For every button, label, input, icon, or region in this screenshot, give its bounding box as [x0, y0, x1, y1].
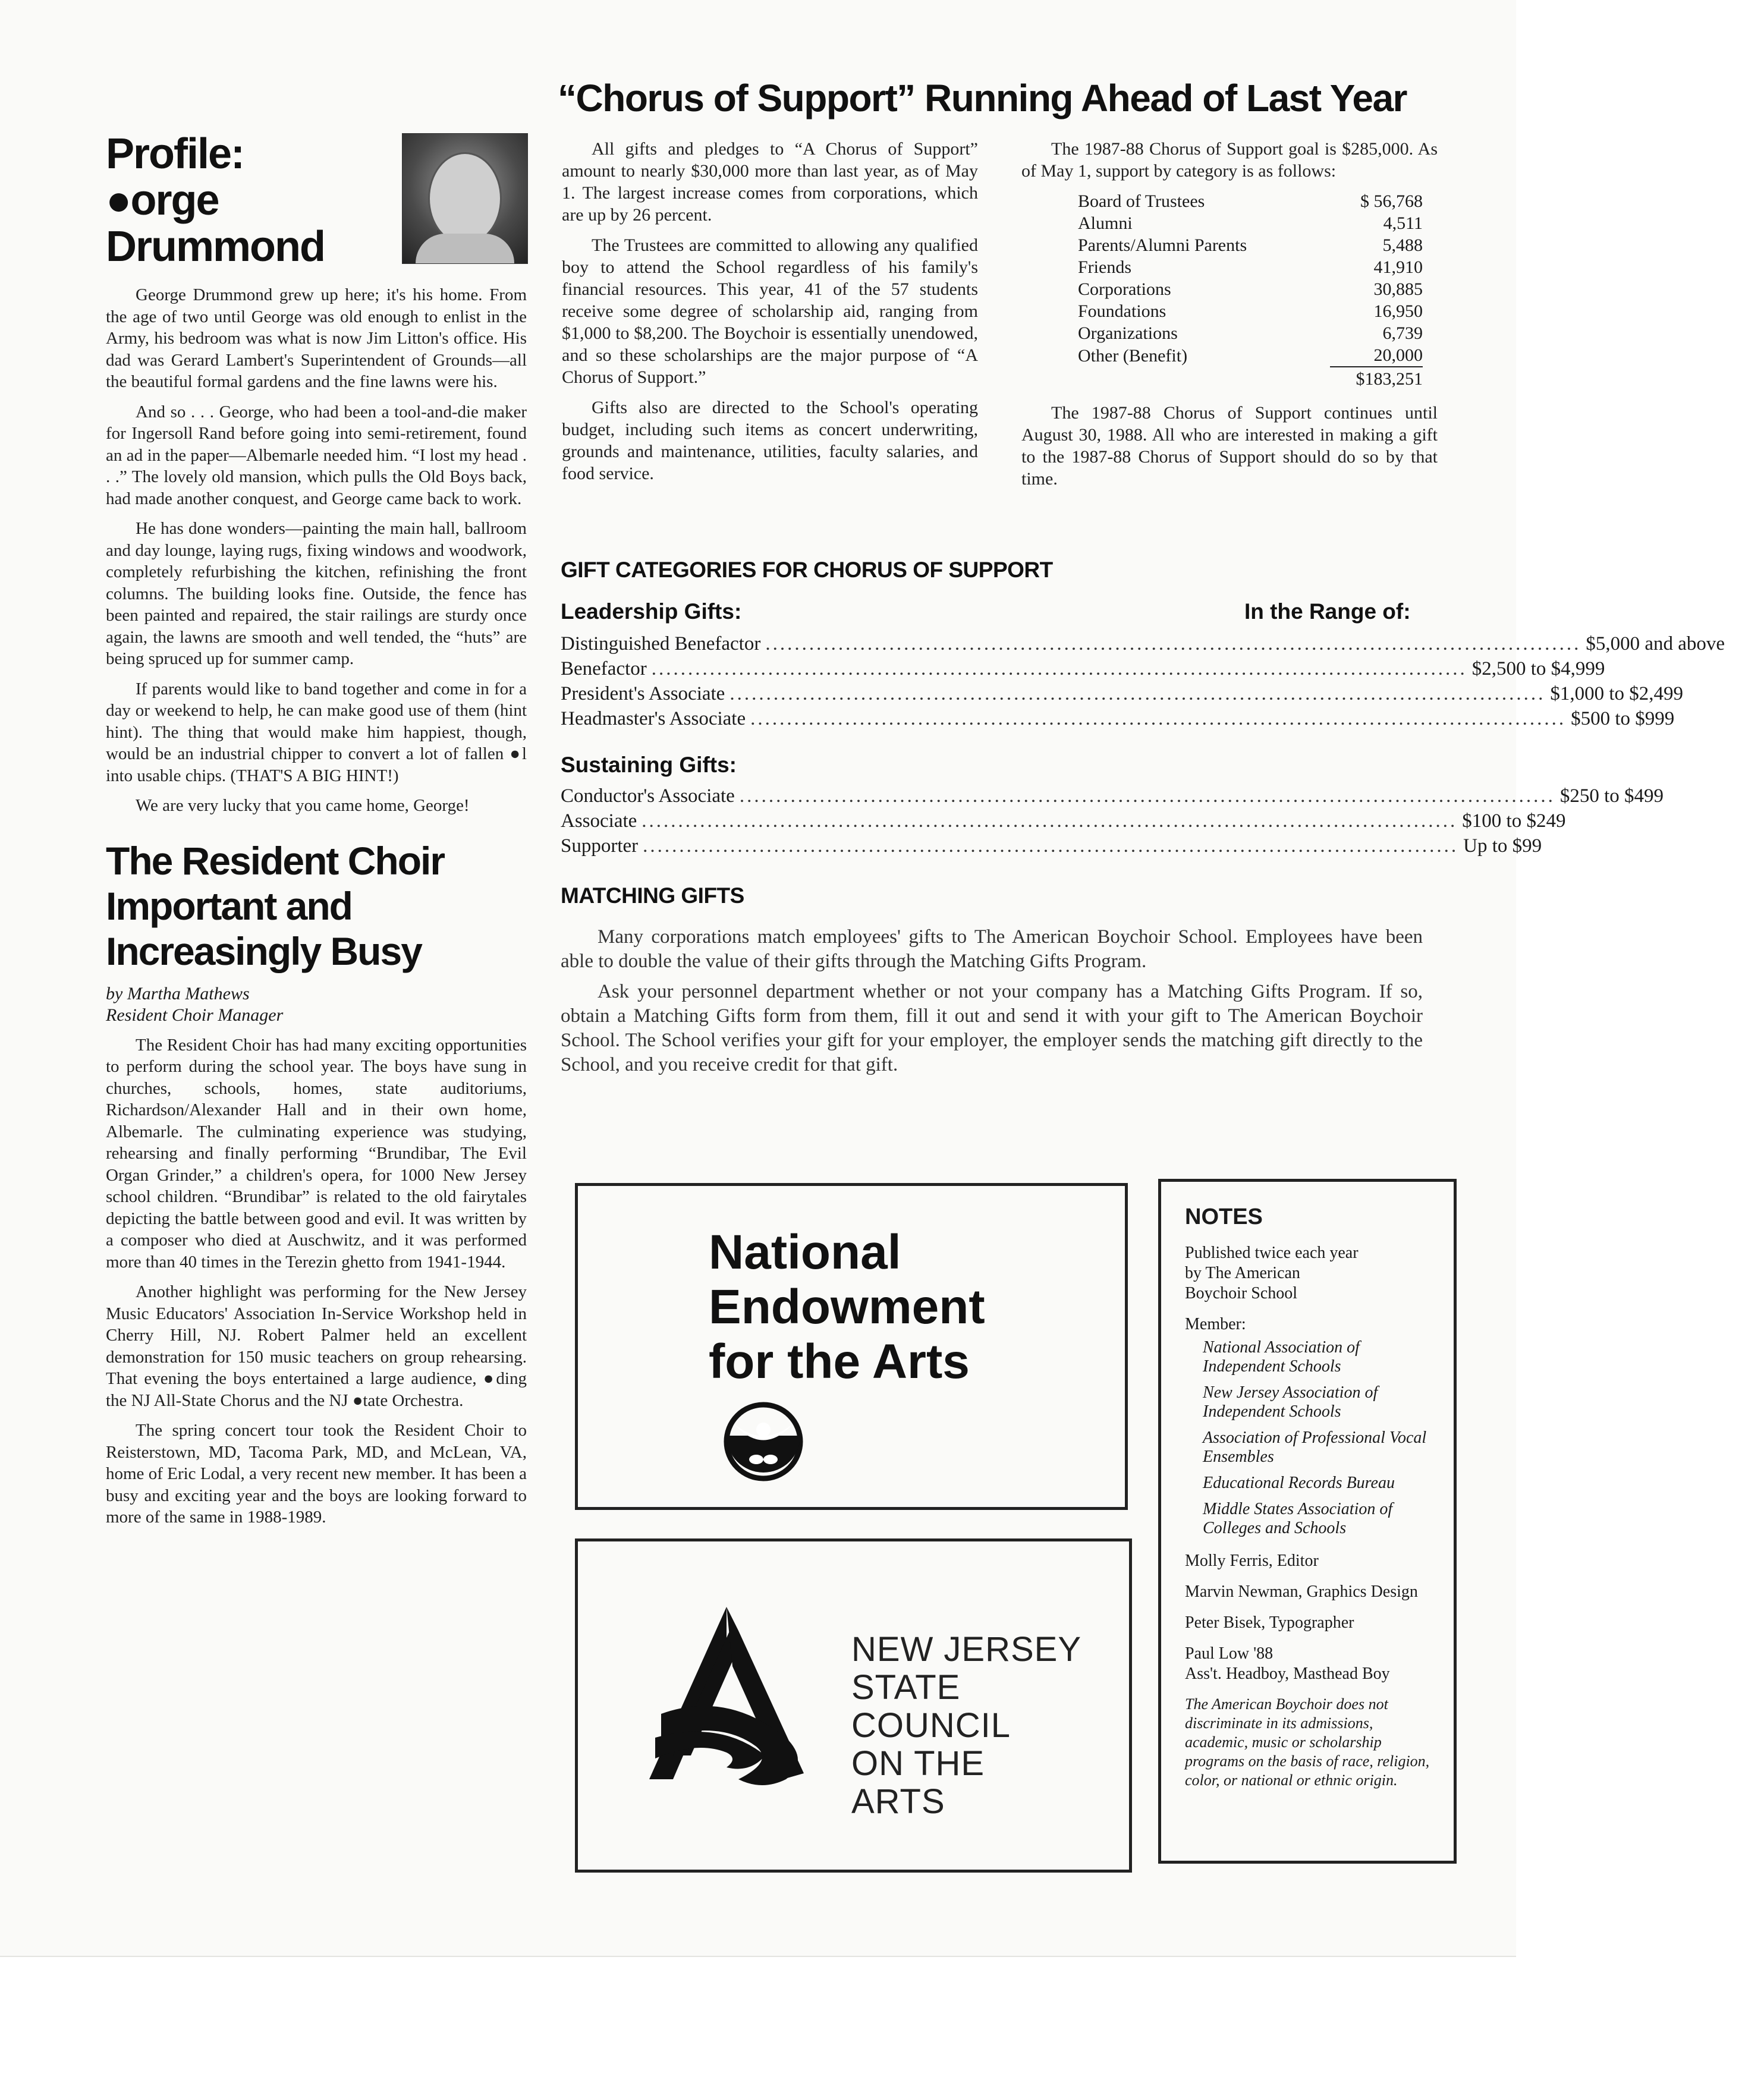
- resident-paragraph: The Resident Choir has had many exciting opportunities to perform during the school year. The boys have sung in churches, schools, homes, state auditoriums, Richardson/Alexander Hall and in their own home, Albemarle. The culminating experience was studying, rehearsing and finally performing “Brundibar, The Evil Organ Grinder,” a children's opera, for 1000 New Jersey school children. “Brundibar” is related to the old fairytales depicting the battle between good and evil. It was written by a composer who died at Auschwitz, and it was performed more than 40 times in the Terezin ghetto from 1941-1944.: [106, 1035, 527, 1272]
- gift-level-name: Headmaster's Associate: [561, 708, 746, 729]
- gift-row: [561, 631, 1725, 656]
- chorus-paragraph: Gifts also are directed to the School's operating budget, including such items as concert underwriting, grounds and maintenance, utilities, faculty salaries, and food service.: [562, 398, 978, 483]
- support-row: [1078, 190, 1423, 212]
- byline-author: by Martha Mathews: [106, 983, 250, 1003]
- matching-paragraph: Many corporations match employees' gifts to The American Boychoir School. Employees have been able to double the value of their gifts through the Matching Gifts Program.: [561, 926, 1423, 972]
- support-row: [1078, 234, 1423, 256]
- support-row: [1078, 300, 1423, 322]
- leadership-list: [561, 631, 1725, 731]
- support-row: [1078, 344, 1423, 367]
- left-column: [106, 119, 527, 1537]
- nea-wordmark: National Endowment for the Arts: [709, 1225, 985, 1389]
- gift-level-range: $100 to $249: [1462, 810, 1566, 832]
- dot-leader: ................................................................................................................: [730, 683, 1546, 704]
- support-category: Friends: [1078, 257, 1131, 277]
- dot-leader: ................................................................................................................: [739, 785, 1555, 807]
- support-amount: 16,950: [1373, 301, 1423, 321]
- dot-leader: ................................................................................................................: [765, 633, 1581, 655]
- nj-council-logo: [637, 1601, 816, 1803]
- gift-row: [561, 656, 1605, 681]
- support-category: Foundations: [1078, 301, 1166, 321]
- gift-row: [561, 706, 1675, 731]
- dot-leader: ................................................................................................................: [750, 708, 1567, 729]
- support-amount: 30,885: [1373, 279, 1423, 299]
- profile-paragraph: If parents would like to band together and come in for a day or weekend to help, he can make good use of them (hint hint). The thing that would make him happiest, though, would be an industrial chipper to convert a lot of fallen ●l into usable chips. (THAT'S A BIG HINT!): [106, 679, 527, 785]
- matching-gifts-heading: MATCHING GIFTS: [561, 883, 744, 908]
- support-row: [1078, 278, 1423, 300]
- chorus-paragraph: All gifts and pledges to “A Chorus of Support” amount to nearly $30,000 more than last year, as of May 1. The largest increase comes from corporations, which are up by 26 percent.: [562, 139, 978, 225]
- dot-leader: ................................................................................................................: [643, 835, 1459, 857]
- gift-level-name: Benefactor: [561, 658, 647, 679]
- credit-line: Marvin Newman, Graphics Design: [1185, 1582, 1418, 1601]
- published-text: Published twice each year by The American Boychoir School: [1185, 1244, 1359, 1302]
- member-org: New Jersey Association of Independent Schools: [1203, 1383, 1378, 1421]
- support-category: Board of Trustees: [1078, 191, 1205, 211]
- gift-level-name: Distinguished Benefactor: [561, 633, 761, 655]
- gift-row: [561, 833, 1542, 858]
- gift-level-range: Up to $99: [1463, 835, 1542, 857]
- member-org: Middle States Association of Colleges and Schools: [1203, 1500, 1393, 1537]
- nea-box: [575, 1183, 1128, 1510]
- gift-row: [561, 784, 1664, 808]
- support-amount: 41,910: [1373, 257, 1423, 277]
- gift-level-name: Conductor's Associate: [561, 785, 735, 807]
- nondiscrimination-policy: The American Boychoir does not discriminate in its admissions, academic, music or scholarship programs on the basis of race, religion, color, or national or ethnic origin.: [1185, 1695, 1430, 1789]
- support-amount: 20,000: [1330, 344, 1423, 367]
- member-org: Association of Professional Vocal Ensembles: [1203, 1429, 1427, 1466]
- support-amount: $ 56,768: [1360, 191, 1423, 211]
- dot-leader: ................................................................................................................: [642, 810, 1458, 832]
- support-category: Other (Benefit): [1078, 345, 1188, 366]
- support-total: $183,251: [1356, 369, 1423, 389]
- credit-line: Paul Low '88 Ass't. Headboy, Masthead Boy: [1185, 1644, 1390, 1683]
- support-row: [1078, 212, 1423, 234]
- resident-paragraph: Another highlight was performing for the New Jersey Music Educators' Association In-Service Workshop held in Cherry Hill, NJ. Robert Palmer held an excellent demonstration for 150 music teachers on group rehearsing. That evening the boys entertained a large audience, ●ding the NJ All-State Chorus and the NJ ●tate Orchestra.: [106, 1282, 527, 1410]
- chorus-paragraph: The Trustees are committed to allowing any qualified boy to attend the School regardless of his family's financial resources. This year, 41 of the 57 students receive some degree of scholarship aid, ranging from $1,000 to $8,200. The Boychoir is essentially unendowed, and so these scholarships are the major purpose of “A Chorus of Support.”: [562, 235, 978, 387]
- gift-level-name: President's Associate: [561, 683, 725, 704]
- gift-level-range: $2,500 to $4,999: [1471, 658, 1605, 679]
- byline: [106, 983, 527, 1026]
- resident-choir-headline: The Resident Choir Important and Increasingly Busy: [106, 838, 445, 973]
- notes-box: [1158, 1179, 1457, 1864]
- nj-council-wordmark: NEW JERSEY STATE COUNCIL ON THE ARTS: [851, 1630, 1082, 1821]
- range-label: In the Range of:: [1244, 599, 1411, 624]
- portrait-photo: [402, 133, 528, 264]
- nea-eagle-logo: [710, 1400, 817, 1483]
- profile-paragraph: We are very lucky that you came home, George!: [136, 796, 470, 815]
- gift-row: [561, 808, 1566, 833]
- sustaining-list: [561, 784, 1664, 858]
- member-label: Member:: [1185, 1315, 1246, 1333]
- photo-face: [428, 152, 502, 245]
- chorus-headline: “Chorus of Support” Running Ahead of Last Year: [558, 77, 1407, 119]
- support-category: Organizations: [1078, 323, 1178, 343]
- gift-level-name: Supporter: [561, 835, 639, 857]
- support-row: [1078, 256, 1423, 278]
- support-category: Alumni: [1078, 213, 1133, 233]
- profile-paragraph: George Drummond grew up here; it's his home. From the age of two until George was old enough to enlist in the Army, his bedroom was what is now Jim Litton's office. His dad was Gerard Lambert's Superintendent of Grounds—all the beautiful formal gardens and the fine lawns were his.: [106, 285, 527, 391]
- byline-role: Resident Choir Manager: [106, 1005, 284, 1025]
- profile-paragraph: And so . . . George, who had been a tool-and-die maker for Ingersoll Rand before going into semi-retirement, found an ad in the paper—Albemarle needed him. “I lost my head . . .” The lovely old mansion, which pulls the Old Boys back, had made another conquest, and George came back to work.: [106, 402, 527, 508]
- photo-shoulders: [416, 234, 514, 263]
- gift-row: [561, 681, 1683, 706]
- goal-text: The 1987-88 Chorus of Support goal is $285,000. As of May 1, support by category is as follows:: [1021, 139, 1438, 181]
- member-org: Educational Records Bureau: [1203, 1474, 1395, 1492]
- support-by-category-table: [1078, 190, 1423, 367]
- support-amount: 6,739: [1382, 323, 1423, 343]
- chorus-right-column: [1021, 138, 1438, 498]
- support-amount: 4,511: [1383, 213, 1423, 233]
- matching-paragraph: Ask your personnel department whether or not your company has a Matching Gifts Program. If so, obtain a Matching Gifts form from them, fill it out and send it with your gift to The American Boychoir School. The School verifies your gift for your employer, the employer sends the matching gift directly to the School, and you receive credit for that gift.: [561, 981, 1423, 1075]
- gift-level-name: Associate: [561, 810, 637, 832]
- notes-title: NOTES: [1185, 1204, 1263, 1229]
- gift-level-range: $250 to $499: [1559, 785, 1664, 807]
- support-category: Parents/Alumni Parents: [1078, 235, 1247, 255]
- support-amount: 5,488: [1382, 235, 1423, 255]
- gift-categories: [561, 558, 1725, 1083]
- gift-level-range: $5,000 and above: [1586, 633, 1725, 655]
- resident-paragraph: The spring concert tour took the Resident Choir to Reisterstown, MD, Tacoma Park, MD, and McLean, VA, home of Eric Lodal, a very recent new member. It has been a busy and exciting year and the boys are looking forward to more of the same in 1988-1989.: [106, 1421, 527, 1527]
- profile-body: [106, 284, 527, 817]
- gift-level-range: $500 to $999: [1571, 708, 1675, 729]
- credit-line: Molly Ferris, Editor: [1185, 1552, 1319, 1570]
- profile-headline: Profile: ●orge Drummond: [106, 130, 325, 270]
- gift-categories-heading: GIFT CATEGORIES FOR CHORUS OF SUPPORT: [561, 558, 1053, 582]
- support-category: Corporations: [1078, 279, 1171, 299]
- leadership-header: [561, 599, 1423, 624]
- nj-council-box: [575, 1538, 1132, 1873]
- credit-line: Peter Bisek, Typographer: [1185, 1613, 1354, 1632]
- gift-level-range: $1,000 to $2,499: [1550, 683, 1683, 704]
- leadership-gifts-label: Leadership Gifts:: [561, 599, 742, 624]
- support-row: [1078, 322, 1423, 344]
- dot-leader: ................................................................................................................: [651, 658, 1467, 679]
- closing-text: The 1987-88 Chorus of Support continues until August 30, 1988. All who are interested in making a gift to the 1987-88 Chorus of Support should do so by that time.: [1021, 403, 1438, 489]
- profile-paragraph: He has done wonders—painting the main hall, ballroom and day lounge, laying rugs, fixing windows and woodwork, completely refurbishing the kitchen, refinishing the front columns. The building looks fine. Outside, the fence has been painted and repaired, the stair railings are sturdy once again, the lawns are smooth and well tended, the “huts” are being spruced up for summer camp.: [106, 519, 527, 668]
- member-org: National Association of Independent Schools: [1203, 1338, 1360, 1376]
- chorus-middle-column: [562, 138, 978, 493]
- sustaining-gifts-label: Sustaining Gifts:: [561, 753, 737, 777]
